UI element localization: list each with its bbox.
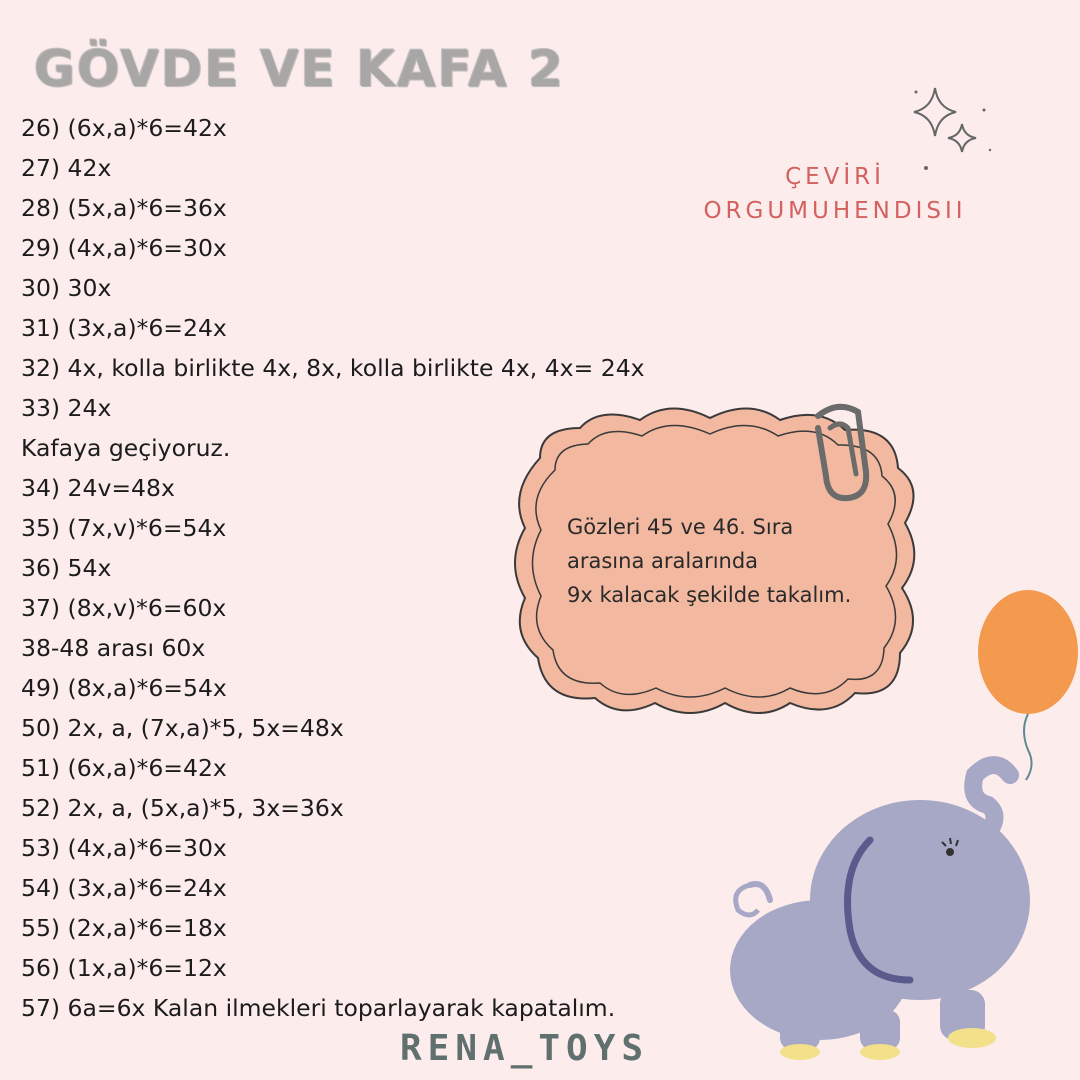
pattern-row: 51) (6x,a)*6=42x [21, 754, 227, 782]
elephant-balloon-illustration [710, 580, 1080, 1080]
note-line: arasına aralarında [567, 549, 759, 573]
balloon-icon [978, 590, 1078, 780]
pattern-row: 29) (4x,a)*6=30x [21, 234, 227, 262]
pattern-row: 28) (5x,a)*6=36x [21, 194, 227, 222]
note-line: 9x kalacak şekilde takalım. [567, 583, 852, 607]
pattern-row: 26) (6x,a)*6=42x [21, 114, 227, 142]
brand-footer: RENA_TOYS [400, 1028, 650, 1069]
pattern-row: 38-48 arası 60x [21, 634, 206, 662]
note-line: Gözleri 45 ve 46. Sıra [567, 515, 794, 539]
pattern-row: 33) 24x [21, 394, 112, 422]
pattern-row: 34) 24v=48x [21, 474, 175, 502]
pattern-row: 31) (3x,a)*6=24x [21, 314, 227, 342]
pattern-row: 53) (4x,a)*6=30x [21, 834, 227, 862]
pattern-row: 52) 2x, a, (5x,a)*5, 3x=36x [21, 794, 344, 822]
pattern-row: 49) (8x,a)*6=54x [21, 674, 227, 702]
page-title: GÖVDE VE KAFA 2 [34, 40, 565, 98]
translator-credit [680, 160, 990, 228]
pattern-row: Kafaya geçiyoruz. [21, 434, 231, 462]
pattern-row: 35) (7x,v)*6=54x [21, 514, 227, 542]
pattern-row: 54) (3x,a)*6=24x [21, 874, 227, 902]
pattern-row: 27) 42x [21, 154, 112, 182]
pattern-row: 32) 4x, kolla birlikte 4x, 8x, kolla birlikte 4x, 4x= 24x [21, 354, 645, 382]
pattern-row: 30) 30x [21, 274, 112, 302]
pattern-row: 57) 6a=6x Kalan ilmekleri toparlayarak kapatalım. [21, 994, 616, 1022]
pattern-row: 37) (8x,v)*6=60x [21, 594, 227, 622]
pattern-row: 36) 54x [21, 554, 112, 582]
translator-label: ÇEVİRİ [785, 164, 885, 190]
pattern-row: 55) (2x,a)*6=18x [21, 914, 227, 942]
elephant-icon [730, 765, 1030, 1060]
pattern-row: 50) 2x, a, (7x,a)*5, 5x=48x [21, 714, 344, 742]
translator-handle: ORGUMUHENDISII [703, 198, 967, 224]
pattern-row: 56) (1x,a)*6=12x [21, 954, 227, 982]
